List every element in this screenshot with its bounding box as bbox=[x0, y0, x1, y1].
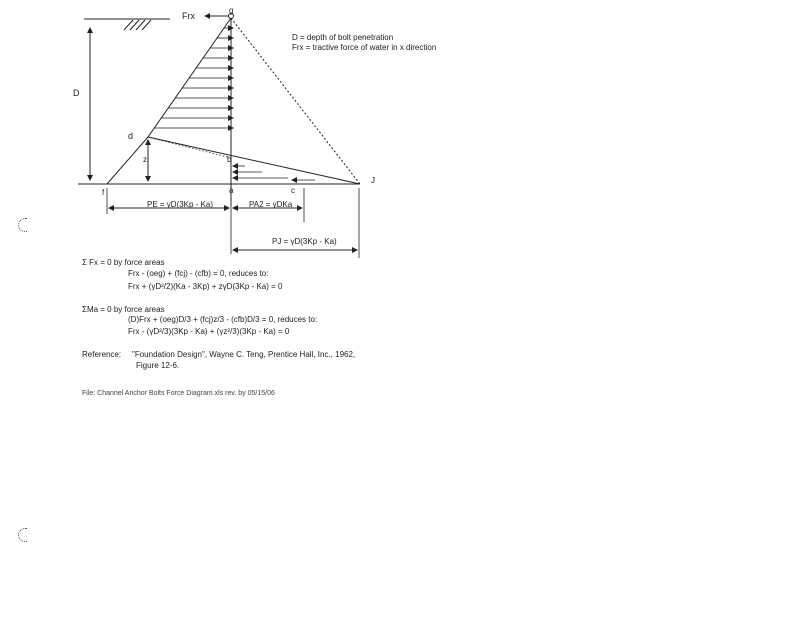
label-pa2: PA2 = γDKa bbox=[249, 200, 293, 209]
reference-figure: Figure 12-6. bbox=[136, 361, 180, 370]
label-j: J bbox=[371, 176, 375, 185]
legend-frx: Frx = tractive force of water in x direction bbox=[292, 43, 437, 52]
sum-ma-title: ΣMa = 0 by force areas bbox=[82, 305, 165, 314]
label-pj: PJ = γD(3Kp - Ka) bbox=[272, 237, 337, 246]
pressure-arrows bbox=[154, 28, 233, 128]
label-b: b bbox=[227, 155, 232, 164]
label-a: a bbox=[229, 186, 234, 195]
punch-hole-bottom bbox=[18, 528, 27, 542]
file-info: File: Channel Anchor Bolts Force Diagram.xls rev. by 05/15/06 bbox=[82, 390, 275, 397]
label-d: d bbox=[128, 131, 134, 141]
pressure-line-gd bbox=[148, 18, 231, 137]
label-pe: PE = γD(3Kp - Ka) bbox=[147, 200, 214, 209]
pressure-line-df bbox=[107, 137, 148, 184]
line-d-to-j bbox=[148, 137, 360, 184]
punch-hole-top bbox=[18, 218, 27, 232]
reference-label: Reference: bbox=[82, 350, 122, 359]
sum-fx-line-1: Frx - (oeg) + (fcj) - (cfb) = 0, reduces to: bbox=[128, 269, 269, 278]
legend-depth: D = depth of bolt penetration bbox=[292, 33, 394, 42]
passive-arrows bbox=[233, 166, 315, 180]
sum-fx-title: Σ Fx = 0 by force areas bbox=[82, 258, 165, 267]
sum-ma-line-1: (D)Frx + (oeg)D/3 + (fcj)z/3 - (cfb)D/3 = 0, reduces to: bbox=[128, 315, 318, 324]
label-g: g bbox=[229, 6, 234, 15]
sum-fx-line-2: Frx + (γD²/2)(Ka - 3Kp) + zγD(3Kp - Ka) = 0 bbox=[128, 282, 283, 291]
label-f: f bbox=[102, 188, 105, 197]
label-c: c bbox=[291, 186, 295, 195]
reference-text: "Foundation Design", Wayne C. Teng, Prentice Hall, Inc., 1962, bbox=[132, 350, 356, 359]
label-z: z bbox=[143, 155, 147, 164]
label-d-dimension: D bbox=[73, 88, 80, 98]
ground-hatch bbox=[124, 20, 151, 30]
sum-ma-line-2: Frx - (γD²/3)(3Kp - Ka) + (γz²/3)(3Kp - Ka) = 0 bbox=[128, 327, 290, 336]
label-frx: Frx bbox=[182, 11, 195, 21]
